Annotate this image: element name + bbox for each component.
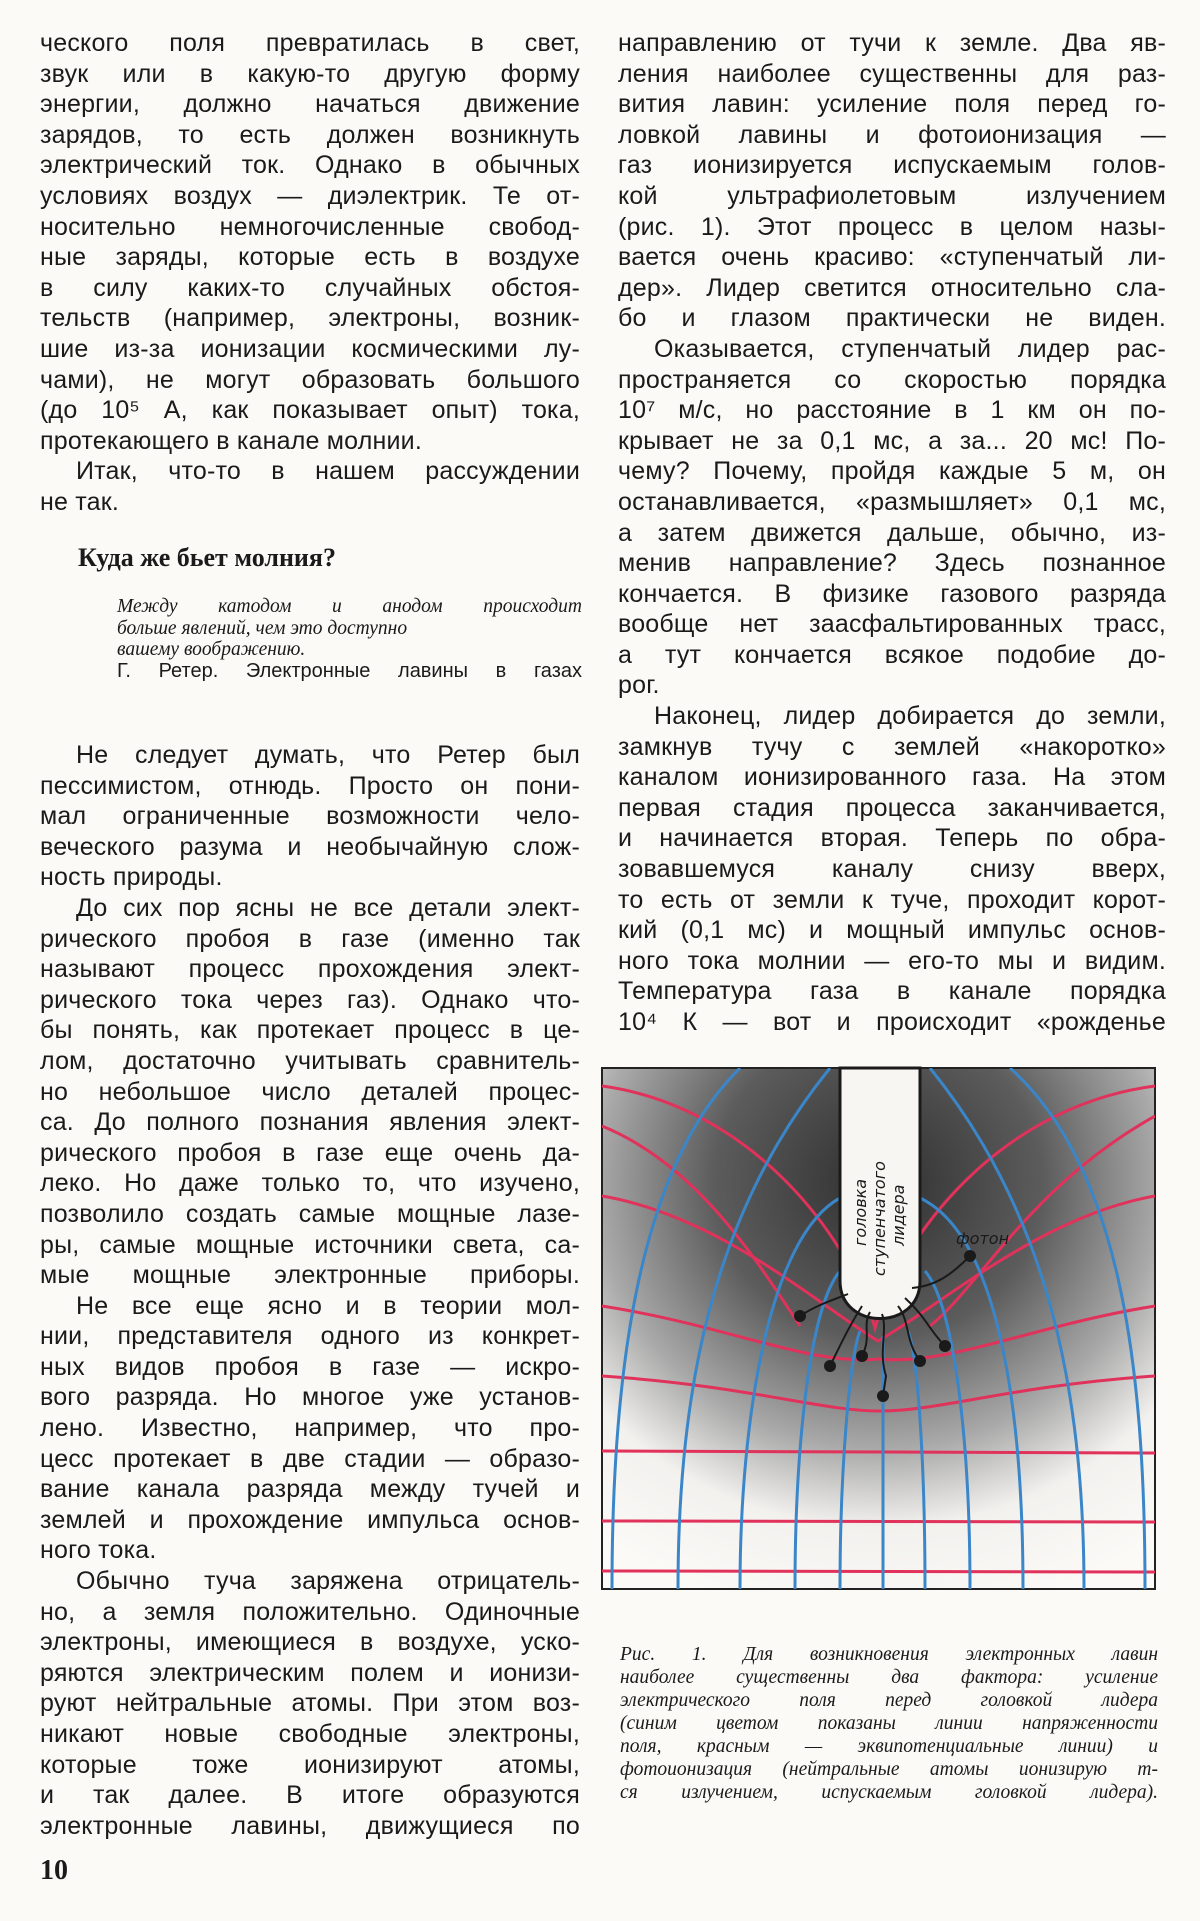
text-line: электроны, имеющиеся в воздухе, уско-: [40, 1628, 580, 1657]
caption-line: электрического поля перед головкой лидера: [620, 1690, 1158, 1711]
text-line: землей и прохождение импульса основ-: [40, 1505, 580, 1534]
paragraph: [40, 1566, 580, 1841]
text-line: позволило создать самые мощные лазе-: [40, 1199, 580, 1228]
text-line: останавливается, «размышляет» 0,1 мс,: [618, 487, 1166, 516]
paragraph: [40, 893, 580, 1291]
caption-line: Рис. 1. Для возникновения электронных лавин: [620, 1644, 1158, 1665]
text-line: пространяется со скоростью порядка: [618, 365, 1166, 394]
text-line: первая стадия процесса заканчивается,: [618, 793, 1166, 822]
text-line: в силу каких-то случайных обстоя-: [40, 273, 580, 302]
text-line: рического пробоя в газе еще очень да-: [40, 1138, 580, 1167]
text-line: ные заряды, которые есть в воздухе: [40, 243, 580, 272]
paragraph: [40, 1291, 580, 1566]
text-line: Обычно туча заряжена отрицатель-: [76, 1567, 580, 1596]
text-line: электронные лавины, движущиеся по: [40, 1811, 580, 1840]
text-line: ного тока.: [40, 1536, 157, 1565]
text-line: са. До полного познания явления элект-: [40, 1108, 580, 1137]
text-line: тельств (например, электроны, возник-: [40, 304, 580, 333]
text-line: ры, самые мощные источники света, са-: [40, 1230, 580, 1259]
text-line: протекающего в канале молнии.: [40, 426, 422, 455]
text-line: зарядов, то есть должен возникнуть: [40, 120, 580, 149]
text-line: зовавшемуся каналу снизу вверх,: [618, 855, 1166, 884]
text-line: которые тоже ионизируют атомы,: [40, 1750, 580, 1779]
paragraph: [618, 701, 1166, 1038]
text-line: носительно немногочисленные свобод-: [40, 212, 580, 241]
text-line: и начинается вторая. Теперь по обра-: [618, 824, 1166, 853]
field-diagram-illustration: [600, 1066, 1160, 1606]
text-line: (рис. 1). Этот процесс в целом назы-: [618, 212, 1166, 241]
text-line: никают новые свободные электроны,: [40, 1720, 580, 1748]
text-line: Итак, что-то в нашем рассуждении: [76, 457, 580, 486]
text-line: дер». Лидер светится относительно сла-: [618, 273, 1166, 302]
paragraph-continuation: [40, 28, 580, 456]
text-line: вообще нет заасфальтированных трасс,: [618, 610, 1166, 639]
text-line: пессимистом, отнюдь. Просто он пони-: [40, 771, 580, 800]
epigraph-line: вашему воображению.: [117, 639, 306, 660]
photon-label: фотон: [956, 1229, 1010, 1248]
caption-line: (синим цветом показаны линии напряженности: [620, 1713, 1158, 1734]
text-line: кончается. В физике газового разряда: [618, 579, 1166, 608]
text-line: Температура газа в канале порядка: [618, 977, 1166, 1006]
leader-label-line1: головка: [851, 1178, 870, 1246]
text-line: ряются электрическим полем и ионизи-: [40, 1658, 580, 1687]
text-line: леко. Но даже только то, что изучено,: [40, 1169, 580, 1198]
text-line: цесс протекает в две стадии — образо-: [40, 1444, 580, 1473]
section-heading: Куда же бьет молния?: [78, 543, 336, 572]
text-line: а затем движется дальше, обычно, из-: [618, 518, 1166, 547]
text-line: вание канала разряда между тучей и: [40, 1475, 580, 1504]
text-line: звук или в какую-то другую форму: [40, 59, 580, 88]
text-line: мал ограниченные возможности чело-: [40, 802, 580, 831]
caption-line: ся излучением, испускаемым головкой лидера).: [620, 1782, 1158, 1803]
page-number: 10: [40, 1855, 68, 1886]
text-line: ловкой лавины и фотоионизация —: [618, 120, 1166, 149]
epigraph: [117, 596, 582, 682]
paragraph-continuation: [618, 28, 1166, 334]
text-line: но, а земля положительно. Одиночные: [40, 1597, 580, 1626]
text-line: электрический ток. Однако в обычных: [40, 151, 580, 180]
text-line: менив направление? Здесь познанное: [618, 549, 1166, 578]
caption-line: поля, красным — эквипотенциальные линии) и: [620, 1736, 1158, 1757]
text-line: До сих пор ясны не все детали элект-: [76, 893, 580, 922]
text-line: называют процесс прохождения элект-: [40, 955, 580, 984]
text-line: газ ионизируется испускаемым голов-: [618, 151, 1166, 180]
text-line: чами), не могут образовать большого: [40, 365, 580, 394]
text-line: не так.: [40, 487, 120, 516]
text-line: лом, достаточно учитывать сравнитель-: [40, 1046, 580, 1075]
text-line: энергии, должно начаться движение: [40, 90, 580, 119]
text-line: 10⁴ К — вот и происходит «рожденье: [618, 1008, 1166, 1036]
text-line: условиях воздух — диэлектрик. Те от-: [40, 181, 580, 210]
left-column-lower: [40, 740, 580, 1841]
text-line: мые мощные электронные приборы.: [40, 1261, 580, 1290]
text-line: руют нейтральные атомы. При этом воз-: [40, 1689, 580, 1718]
paragraph: [618, 334, 1166, 701]
paragraph: [40, 456, 580, 517]
text-line: ных видов пробоя в газе — искро-: [40, 1352, 580, 1381]
text-line: Не следует думать, что Ретер был: [76, 741, 580, 769]
text-line: вается очень красиво: «ступенчатый ли-: [618, 243, 1166, 272]
text-line: Наконец, лидер добирается до земли,: [654, 702, 1166, 731]
text-line: каналом ионизированного газа. На этом: [618, 763, 1166, 792]
text-line: ческого поля превратилась в свет,: [40, 29, 580, 57]
text-line: то есть от земли к туче, проходит корот-: [618, 885, 1166, 914]
right-column: [618, 28, 1166, 1038]
text-line: кой ультрафиолетовым излучением: [618, 181, 1166, 210]
text-line: вого разряда. Но многое уже установ-: [40, 1383, 580, 1412]
text-line: рического тока через газ). Однако что-: [40, 985, 580, 1014]
figure-caption: [620, 1643, 1158, 1804]
text-line: кий (0,1 мс) и мощный импульс основ-: [618, 916, 1166, 945]
left-column: [40, 28, 580, 518]
text-line: вития лавин: усиление поля перед го-: [618, 90, 1166, 119]
text-line: бо и глазом практически не виден.: [618, 304, 1166, 333]
text-line: направлению от тучи к земле. Два яв-: [618, 29, 1166, 57]
text-line: бы понять, как протекает процесс в це-: [40, 1016, 580, 1045]
text-line: замкнув тучу с землей «накоротко»: [618, 732, 1166, 761]
text-line: чему? Почему, пройдя каждые 5 м, он: [618, 457, 1166, 486]
epigraph-line: больше явлений, чем это доступно: [117, 617, 408, 639]
epigraph-line: Между катодом и анодом происходит: [117, 596, 582, 617]
text-line: нии, представителя одного из конкрет-: [40, 1322, 580, 1351]
text-line: ность природы.: [40, 863, 223, 892]
text-line: а тут кончается всякое подобие до-: [618, 640, 1166, 669]
text-line: и так далее. В итоге образуются: [40, 1781, 580, 1810]
text-line: ного тока молнии — его-то мы и видим.: [618, 946, 1166, 975]
leader-label-line3: лидера: [889, 1184, 908, 1246]
text-line: крывает не за 0,1 мс, а за... 20 мс! По-: [618, 426, 1166, 455]
text-line: веческого разума и необычайную слож-: [40, 832, 580, 861]
text-line: 10⁷ м/с, но расстояние в 1 км он по-: [618, 396, 1166, 425]
text-line: ления наиболее существенны для раз-: [618, 59, 1166, 88]
text-line: Не все еще ясно и в теории мол-: [76, 1291, 580, 1320]
epigraph-attribution: Г. Ретер. Электронные лавины в газах: [117, 659, 582, 682]
text-line: Оказывается, ступенчатый лидер рас-: [654, 334, 1166, 363]
text-line: рического пробоя в газе (именно так: [40, 924, 580, 953]
paragraph: [40, 740, 580, 893]
text-line: но небольшое число деталей процес-: [40, 1077, 580, 1106]
caption-line: наиболее существенны два фактора: усиление: [620, 1667, 1158, 1688]
text-line: лено. Известно, например, что про-: [40, 1414, 580, 1443]
leader-label-line2: ступенчатого: [870, 1161, 889, 1276]
text-line: шие из-за ионизации космическими лу-: [40, 334, 580, 363]
text-line: (до 10⁵ А, как показывает опыт) тока,: [40, 396, 580, 425]
text-line: рог.: [618, 671, 660, 700]
figure-field-lines-diagram: [600, 1066, 1157, 1606]
caption-line: фотоионизация (нейтральные атомы ионизирую т-: [620, 1759, 1158, 1780]
